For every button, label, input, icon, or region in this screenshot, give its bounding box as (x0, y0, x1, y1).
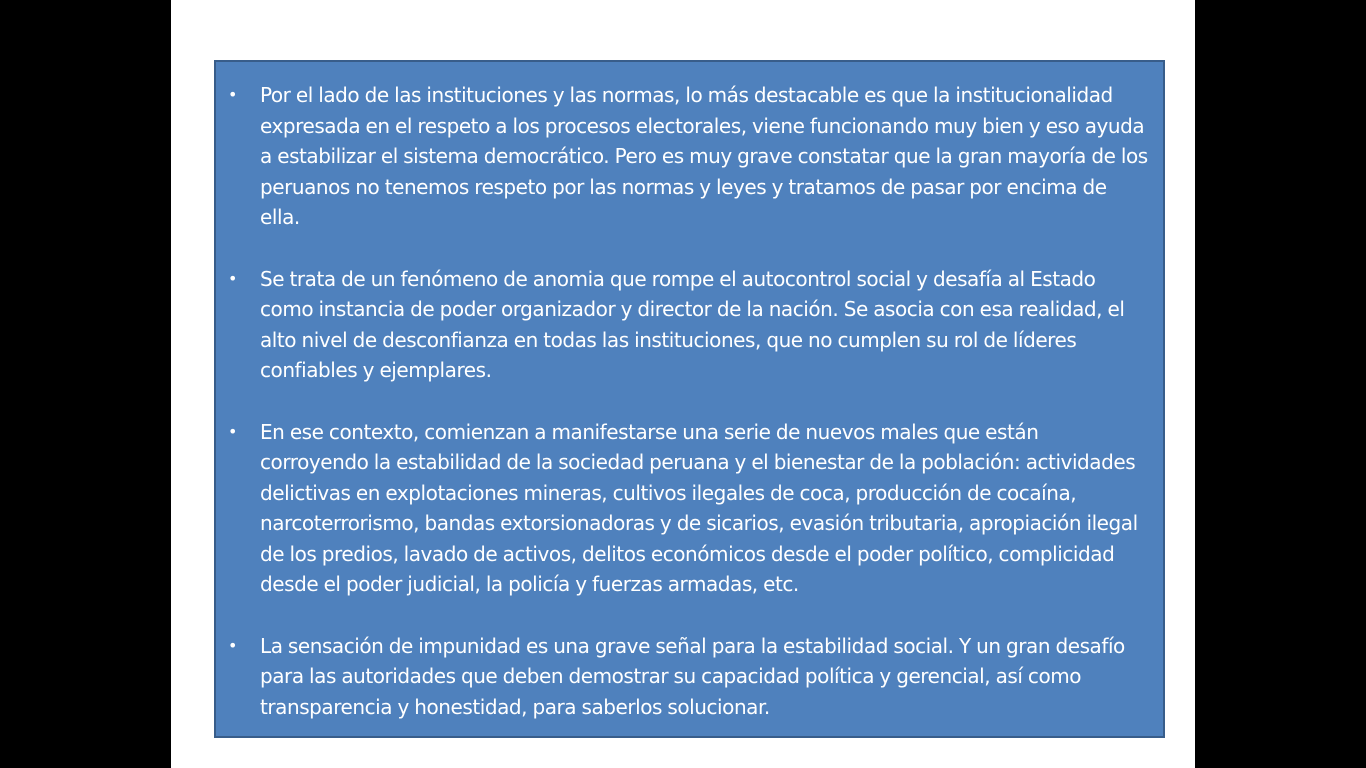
bullet-text: Por el lado de las instituciones y las normas, lo más destacable es que la institucionalidad expresada en el respeto a los procesos electorales, viene funcionando muy bien y eso ayuda a estabilizar el sistema democrático. Pero es muy grave constatar que la gran mayoría de los peruanos no tenemos respeto por las normas y leyes y tratamos de pasar por encima de ella. (260, 83, 1148, 229)
bullet-dot-icon: • (228, 268, 237, 288)
bullet-text: Se trata de un fenómeno de anomia que rompe el autocontrol social y desafía al Estado como instancia de poder organizador y director de la nación. Se asocia con esa realidad, el alto nivel de desconfianza en todas las instituciones, que no cumplen su rol de líderes confiables y ejemplares. (260, 266, 1125, 382)
bullet-dot-icon: • (228, 635, 237, 655)
content-text-box (214, 60, 1165, 738)
bullet-text: En ese contexto, comienzan a manifestarse una serie de nuevos males que están corroyendo la estabilidad de la sociedad peruana y el bienestar de la población: actividades delictivas en explotaciones mineras, cultivos ilegales de coca, producción de cocaína, narcoterrorismo, bandas extorsionadoras y de sicarios, evasión tributaria, apropiación ilegal de los predios, lavado de activos, delitos económicos desde el poder político, complicidad desde el poder judicial, la policía y fuerzas armadas, etc. (260, 419, 1138, 596)
bullet-text: La sensación de impunidad es una grave señal para la estabilidad social. Y un gran desafío para las autoridades que deben demostrar su capacidad política y gerencial, así como transparencia y honestidad, para saberlos solucionar. (260, 633, 1125, 719)
bullet-item-context (228, 417, 1149, 600)
bullet-item-impunity (228, 631, 1149, 723)
bullet-item-institutions (228, 80, 1149, 233)
bullet-list (216, 62, 1163, 722)
bullet-dot-icon: • (228, 85, 237, 104)
bullet-item-anomia (228, 264, 1149, 386)
slide (171, 0, 1195, 768)
bullet-dot-icon: • (228, 421, 237, 441)
